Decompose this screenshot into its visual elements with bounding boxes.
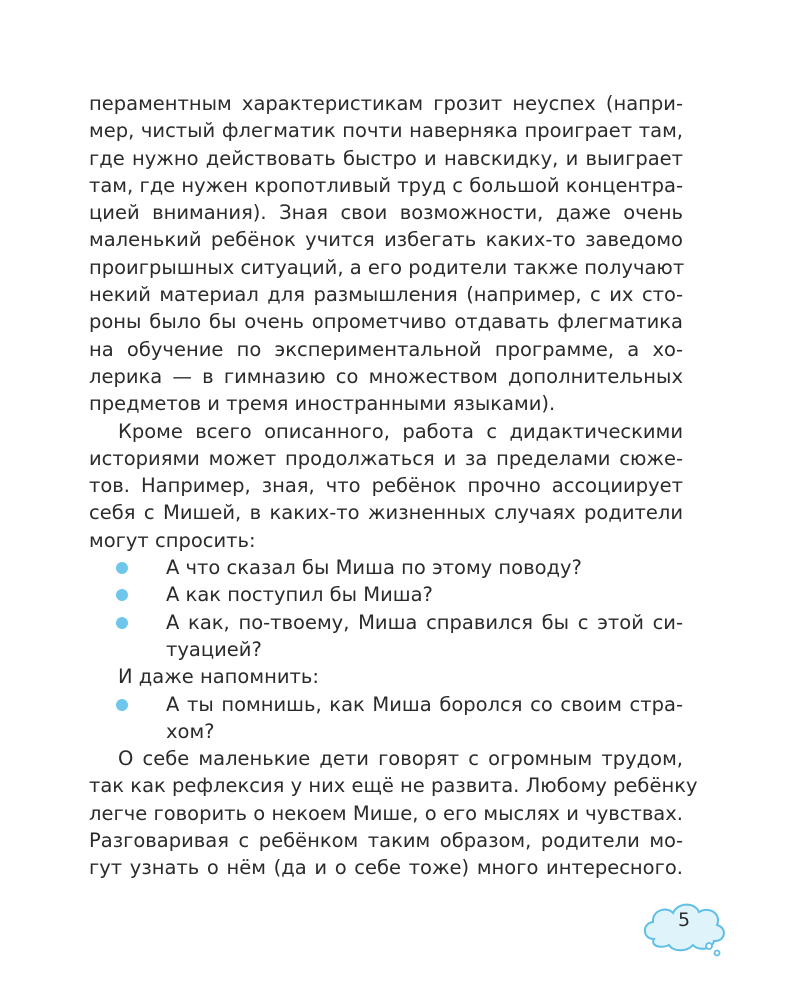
page-number: 5 <box>677 909 691 931</box>
text-line: Разговаривая с ребёнком таким образом, родители мо- <box>89 829 683 853</box>
cloud-bubble-icon <box>715 951 720 956</box>
list-item-text: А ты помнишь, как Миша боролся со своим стра- <box>166 692 683 716</box>
paragraph-temperament <box>89 90 683 418</box>
text-line: некий материал для размышления (например, с их сто- <box>89 283 683 307</box>
cloud-bubble-icon <box>706 943 712 949</box>
page-content <box>89 90 698 882</box>
text-line: лерика — в гимназию со множеством дополнительных <box>89 364 683 388</box>
reminder-list <box>89 691 683 746</box>
text-line: предметов и тремя иностранными языками). <box>89 392 556 416</box>
text-line: мер, чистый флегматик почти наверняка проиграет там, <box>89 119 683 143</box>
text-line: себя с Мишей, в каких-то жизненных случаях родители <box>89 501 683 525</box>
paragraph-didactic-stories <box>89 418 683 554</box>
text-line: Кроме всего описанного, работа с дидактическими <box>118 419 683 443</box>
text-line: могут спросить: <box>89 528 256 552</box>
page-number-badge <box>640 895 730 965</box>
text-line: О себе маленькие дети говорят с огромным трудом, <box>118 747 683 771</box>
text-line: историями может продолжаться и за пределами сюже- <box>89 446 683 470</box>
text-line: маленький ребёнок учится избегать каких-то заведомо <box>89 228 683 252</box>
paragraph-reflection <box>89 745 698 881</box>
list-item-text: А что сказал бы Миша по этому поводу? <box>166 556 582 580</box>
bullet-dot-icon <box>116 562 128 574</box>
list-item <box>89 554 683 581</box>
bullet-dot-icon <box>116 699 128 711</box>
text-line: гут узнать о нём (да и о себе тоже) много интересного. <box>89 856 683 880</box>
list-item <box>89 609 683 664</box>
bullet-dot-icon <box>116 617 128 629</box>
list-item <box>89 691 683 746</box>
list-item-text: А как поступил бы Миша? <box>166 583 433 607</box>
list-item <box>89 581 683 608</box>
paragraph-remind: И даже напомнить: <box>118 665 319 689</box>
list-item-text: А как, по-твоему, Миша справился бы с этой си- <box>166 610 683 634</box>
list-item-text: туацией? <box>166 637 262 661</box>
question-list <box>89 554 683 663</box>
text-line: пераментным характеристикам грозит неуспех (напри- <box>89 92 683 115</box>
text-line: роны было бы очень опрометчиво отдавать флегматика <box>89 310 683 334</box>
text-line: там, где нужен кропотливый труд с большой концентра- <box>89 173 683 197</box>
text-line: тов. Например, зная, что ребёнок прочно ассоциирует <box>89 474 683 498</box>
text-line: легче говорить о некоем Мише, о его мыслях и чувствах. <box>89 801 683 825</box>
text-line: проигрышных ситуаций, а его родители также получают <box>89 255 685 279</box>
text-line: цией внимания). Зная свои возможности, даже очень <box>89 201 683 225</box>
list-item-text: хом? <box>166 719 215 743</box>
text-line: на обучение по экспериментальной программе, а хо- <box>89 337 683 361</box>
text-line: где нужно действовать быстро и навскидку, и выиграет <box>89 146 683 170</box>
text-line: так как рефлексия у них ещё не развита. Любому ребёнку <box>89 774 698 798</box>
